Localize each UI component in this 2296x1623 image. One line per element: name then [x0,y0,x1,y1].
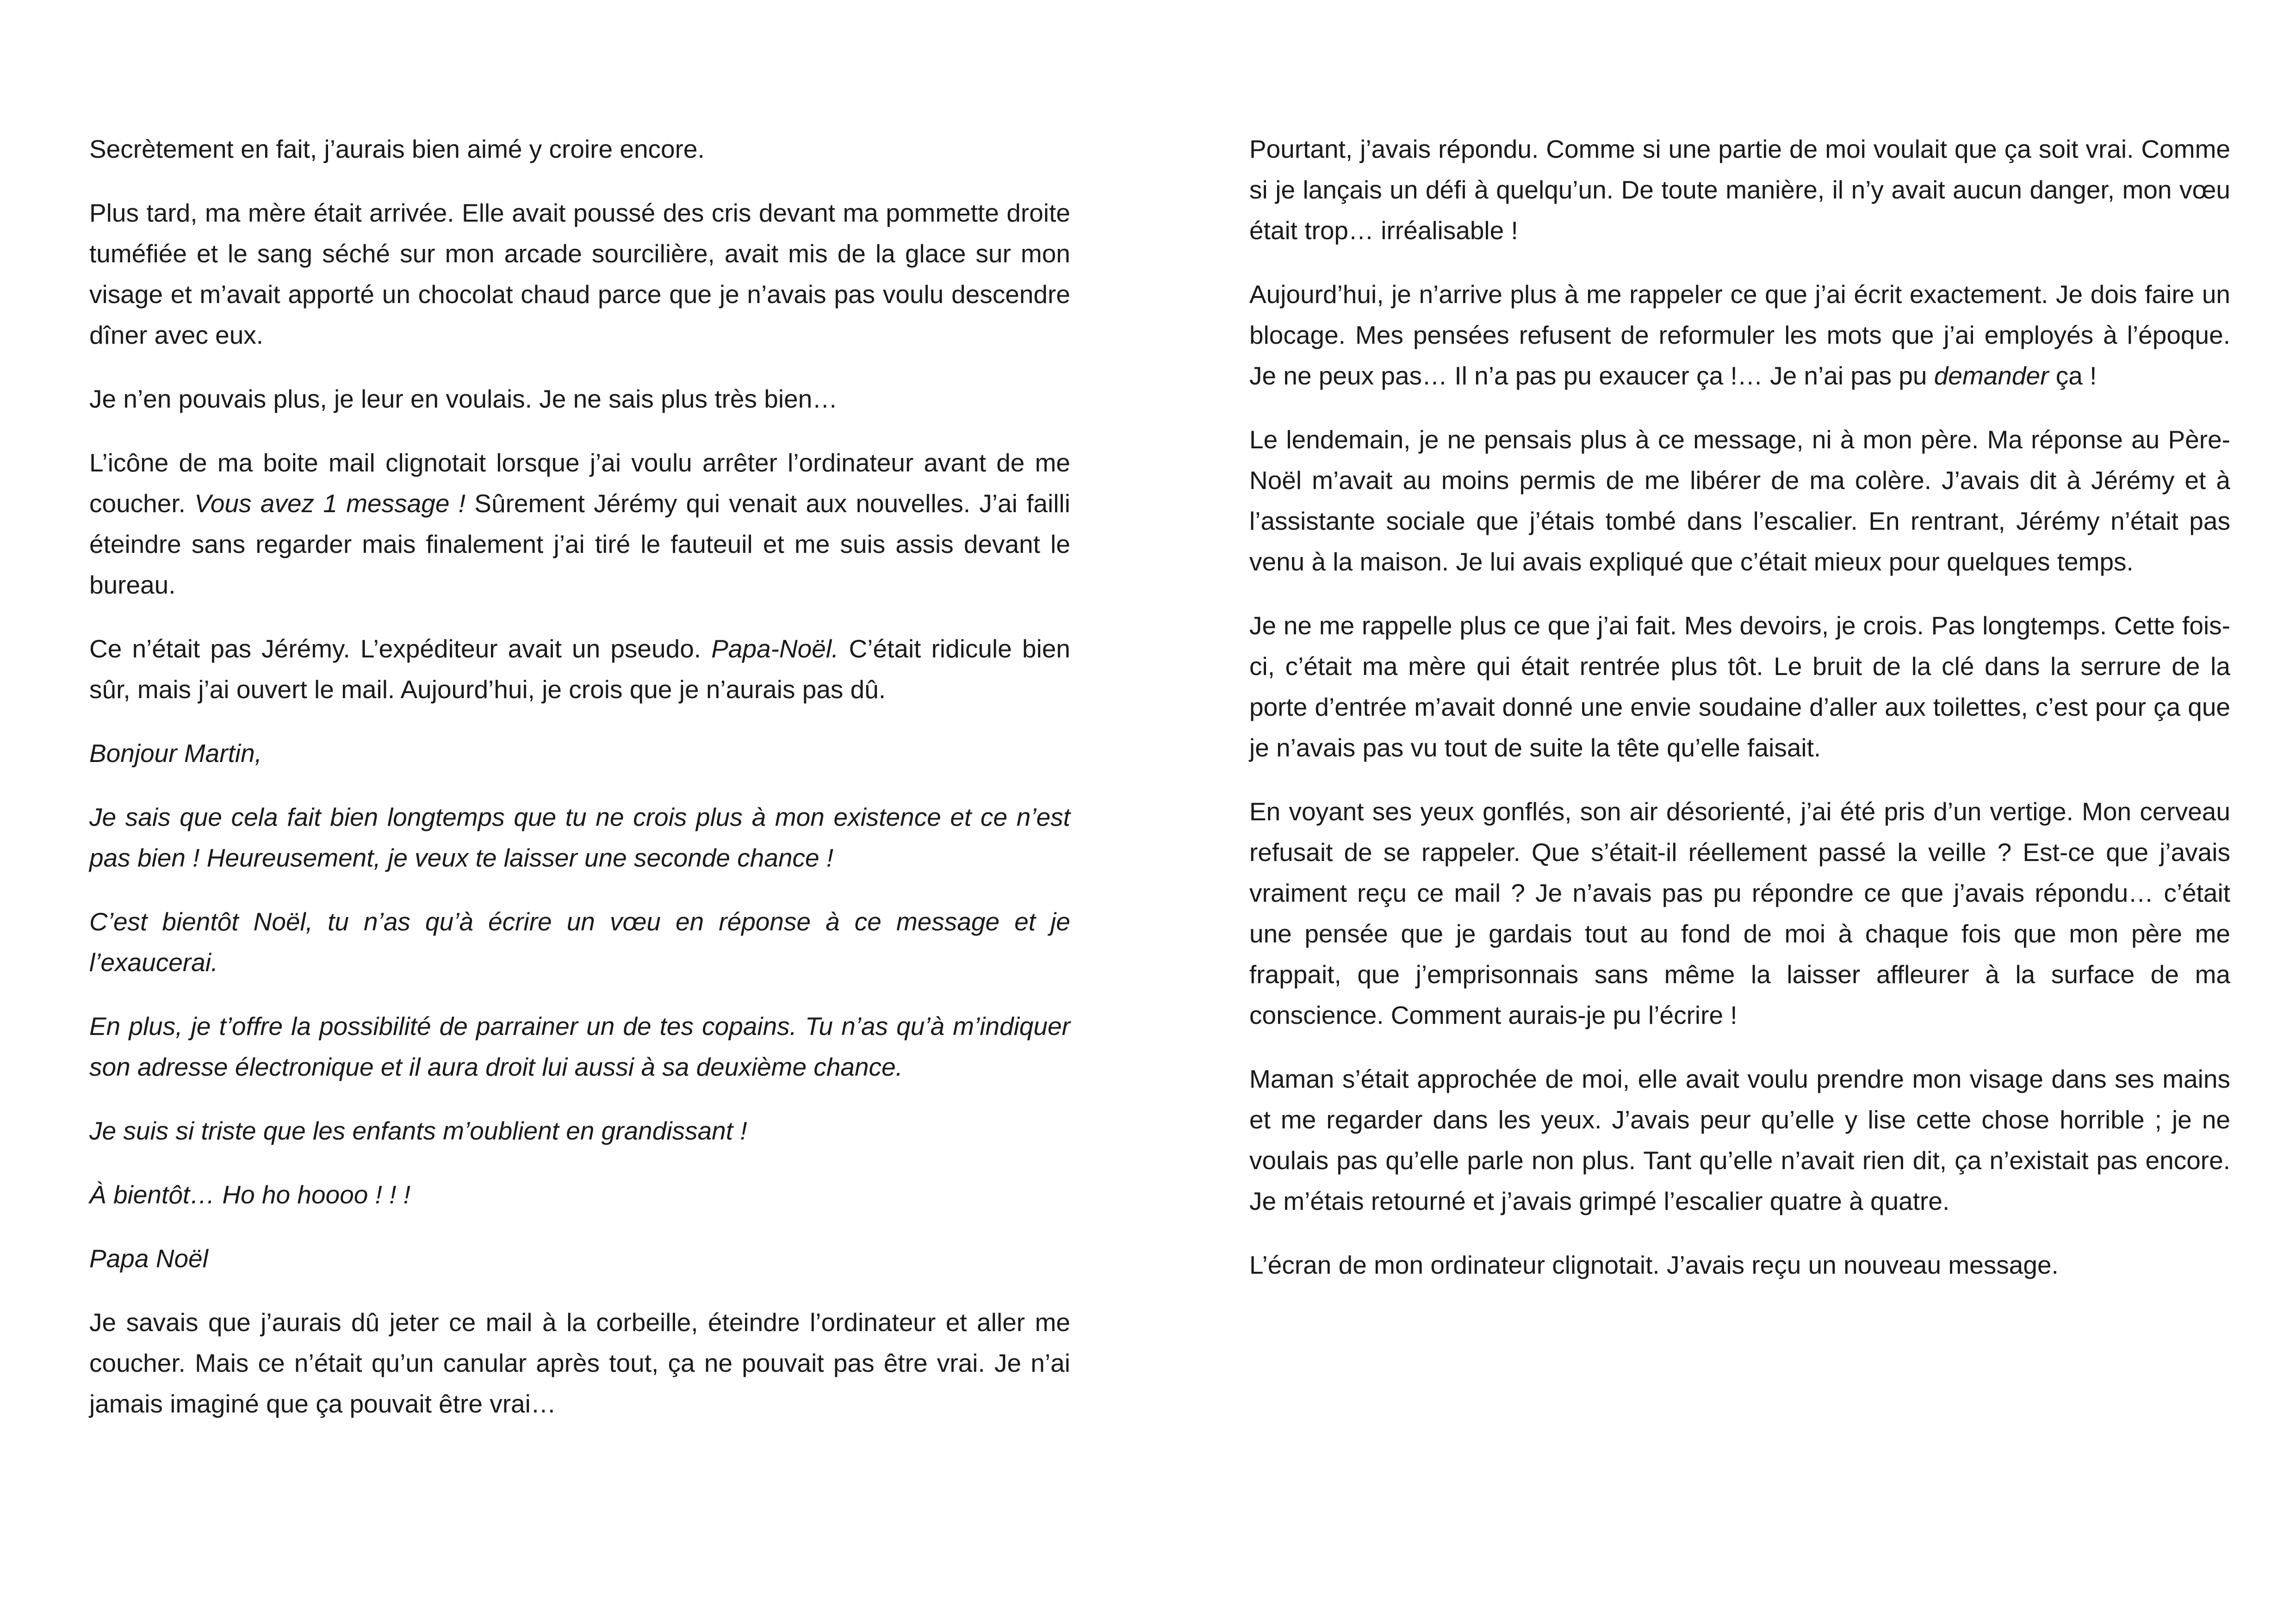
text-run: Aujourd’hui, je n’arrive plus à me rappeler ce que j’ai écrit exactement. Je dois faire un blocage. Mes pensées refusent de reformuler les mots que j’ai employés à l’époque. Je ne peux pas… Il n’a pas pu exaucer ça !… Je n’ai pas pu [1249,280,2230,390]
paragraph: Plus tard, ma mère était arrivée. Elle avait poussé des cris devant ma pommette droite tuméfiée et le sang séché sur mon arcade sourcilière, avait mis de la glace sur mon visage et m’avait apporté un chocolat chaud parce que je n’avais pas voulu descendre dîner avec eux. [89,198,1070,349]
paragraph: Je n’en pouvais plus, je leur en voulais. Je ne sais plus très bien… [89,384,838,413]
mail-paragraph: À bientôt… Ho ho hoooo ! ! ! [89,1180,411,1209]
mail-paragraph: Je suis si triste que les enfants m’oublient en grandissant ! [89,1116,747,1145]
paragraph: Je savais que j’aurais dû jeter ce mail à la corbeille, éteindre l’ordinateur et aller me coucher. Mais ce n’était qu’un canular après tout, ça ne pouvait pas être vrai. Je n’ai jamais imaginé que ça pouvait être vrai… [89,1308,1070,1418]
paragraph: Je ne me rappelle plus ce que j’ai fait. Mes devoirs, je crois. Pas longtemps. Cette fois-ci, c’était ma mère qui était rentrée plus tôt. Le bruit de la clé dans la serrure de la porte d’entrée m’avait donné une envie soudaine d’aller aux toilettes, c’est pour ça que je n’avais pas vu tout de suite la tête qu’elle faisait. [1249,611,2230,762]
paragraph [89,442,1070,605]
mail-signature: Papa Noël [89,1244,208,1273]
italic-text-run: Vous avez 1 message ! [194,489,465,518]
mail-paragraph: Je sais que cela fait bien longtemps que tu ne crois plus à mon existence et ce n’est pas bien ! Heureusement, je veux te laisser une seconde chance ! [89,803,1070,872]
text-run: L’icône de ma boite mail clignotait lorsque j’ai voulu arrêter l’ordinateur avant de me coucher. [89,448,1070,518]
mail-paragraph: En plus, je t’offre la possibilité de parrainer un de tes copains. Tu n’as qu’à m’indiquer son adresse électronique et il aura droit lui aussi à sa deuxième chance. [89,1012,1070,1081]
left-page-column [89,129,1070,1447]
mail-paragraph: C’est bientôt Noël, tu n’as qu’à écrire un vœu en réponse à ce message et je l’exaucerai. [89,907,1070,977]
paragraph: Le lendemain, je ne pensais plus à ce message, ni à mon père. Ma réponse au Père-Noël m’avait au moins permis de me libérer de ma colère. J’avais dit à Jérémy et à l’assistante sociale que j’étais tombé dans l’escalier. En rentrant, Jérémy n’était pas venu à la maison. Je lui avais expliqué que c’était mieux pour quelques temps. [1249,425,2230,576]
paragraph: L’écran de mon ordinateur clignotait. J’avais reçu un nouveau message. [1249,1251,2059,1279]
paragraph [89,628,1070,710]
right-page-column [1249,129,2230,1308]
text-run: ça ! [2048,361,2097,390]
mail-greeting: Bonjour Martin, [89,739,262,768]
text-run: Ce n’était pas Jérémy. L’expéditeur avait un pseudo. [89,634,712,663]
text-run: Sûrement Jérémy qui venait aux nouvelles. J’ai failli éteindre sans regarder mais finalement j’ai tiré le fauteuil et me suis assis devant le bureau. [89,489,1070,599]
italic-text-run: demander [1934,361,2049,390]
paragraph: Maman s’était approchée de moi, elle avait voulu prendre mon visage dans ses mains et me regarder dans les yeux. J’avais peur qu’elle y lise cette chose horrible ; je ne voulais pas qu’elle parle non plus. Tant qu’elle n’avait rien dit, ça n’existait pas encore. Je m’étais retourné et j’avais grimpé l’escalier quatre à quatre. [1249,1065,2230,1215]
paragraph [1249,274,2230,396]
paragraph: En voyant ses yeux gonflés, son air désorienté, j’ai été pris d’un vertige. Mon cerveau refusait de se rappeler. Que s’était-il réellement passé la veille ? Est-ce que j’avais vraiment reçu ce mail ? Je n’avais pas pu répondre ce que j’avais répondu… c’était une pensée que je gardais tout au fond de moi à chaque fois que mon père me frappait, que j’emprisonnais sans même la laisser affleurer à la surface de ma conscience. Comment aurais-je pu l’écrire ! [1249,797,2230,1029]
italic-text-run: Papa-Noël. [711,634,839,663]
paragraph: Pourtant, j’avais répondu. Comme si une partie de moi voulait que ça soit vrai. Comme si je lançais un défi à quelqu’un. De toute manière, il n’y avait aucun danger, mon vœu était trop… irréalisable ! [1249,135,2230,245]
text-run: C’était ridicule bien sûr, mais j’ai ouvert le mail. Aujourd’hui, je crois que je n’aurais pas dû. [89,634,1071,704]
paragraph: Secrètement en fait, j’aurais bien aimé y croire encore. [89,135,705,163]
